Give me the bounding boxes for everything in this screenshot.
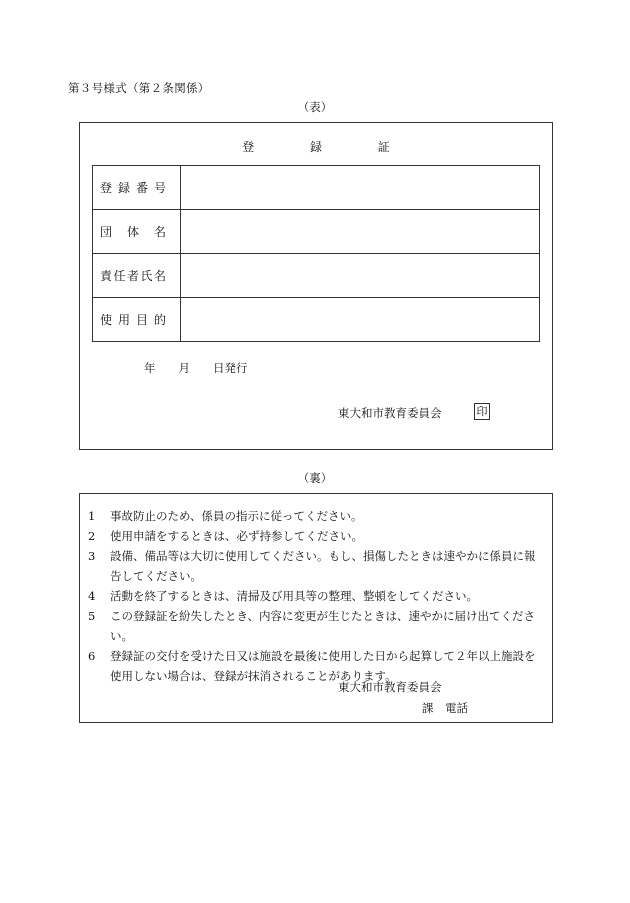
- value-registration-number[interactable]: [181, 166, 540, 210]
- registration-card-back: [79, 493, 553, 723]
- list-item: [88, 646, 544, 686]
- label-char: 号: [153, 181, 166, 195]
- label-char: 者: [126, 269, 139, 283]
- label-char: 責: [100, 269, 113, 283]
- rule-number: 1: [88, 509, 96, 523]
- rule-text: 登録証の交付を受けた日又は施設を最後に使用した日から起算して２年以上施設を使用しない場合は、登録が抹消されることがあります。: [110, 649, 536, 683]
- value-purpose[interactable]: [181, 298, 540, 342]
- rule-text: 事故防止のため、係員の指示に従ってください。: [110, 509, 363, 523]
- label-char: 名: [153, 269, 166, 283]
- label-char: 的: [153, 313, 166, 327]
- label-char: 団: [100, 225, 113, 239]
- label-char: 用: [117, 313, 130, 327]
- registration-card-front: [79, 122, 553, 450]
- label-text: [100, 311, 166, 328]
- registration-table: [92, 165, 540, 342]
- issuer-name: 東大和市教育委員会: [338, 406, 442, 420]
- row-label-responsible-person: [93, 254, 181, 298]
- label-char: 体: [126, 225, 139, 239]
- list-item: [88, 586, 544, 606]
- rule-text: 使用申請をするときは、必ず持参してください。: [110, 529, 363, 543]
- label-char: 番: [135, 181, 148, 195]
- row-label-group-name: [93, 210, 181, 254]
- rules-list: [88, 506, 544, 686]
- label-char: 登: [100, 181, 113, 195]
- card-title: 登 録 証: [242, 140, 416, 154]
- label-char: 録: [117, 181, 130, 195]
- department-phone: 課 電話: [422, 701, 468, 715]
- table-row: [93, 254, 540, 298]
- table-row: [93, 166, 540, 210]
- list-item: [88, 546, 544, 586]
- label-char: 氏: [140, 269, 153, 283]
- rule-text: この登録証を紛失したとき、内容に変更が生じたときは、速やかに届け出てください。: [110, 609, 536, 643]
- rule-number: 3: [88, 549, 96, 563]
- value-group-name[interactable]: [181, 210, 540, 254]
- label-char: 使: [100, 313, 113, 327]
- rule-text: 設備、備品等は大切に使用してください。もし、損傷したときは速やかに係員に報告してください。: [110, 549, 536, 583]
- back-issuer-name: 東大和市教育委員会: [338, 680, 442, 694]
- label-text: [100, 267, 166, 284]
- list-item: [88, 506, 544, 526]
- label-char: 名: [153, 225, 166, 239]
- label-char: 目: [135, 313, 148, 327]
- back-side-label: （裏）: [297, 471, 333, 485]
- rule-text: 活動を終了するときは、清掃及び用具等の整理、整頓をしてください。: [110, 589, 478, 603]
- issue-date: 年 月 日発行: [144, 361, 248, 375]
- list-item: [88, 606, 544, 646]
- row-label-purpose: [93, 298, 181, 342]
- label-text: [100, 223, 166, 240]
- seal-mark: 印: [474, 403, 490, 420]
- rule-number: 2: [88, 529, 96, 543]
- row-label-registration-number: [93, 166, 181, 210]
- rule-number: 6: [88, 649, 96, 663]
- rule-number: 4: [88, 589, 96, 603]
- table-row: [93, 210, 540, 254]
- label-char: 任: [113, 269, 126, 283]
- label-text: [100, 179, 166, 196]
- table-row: [93, 298, 540, 342]
- rule-number: 5: [88, 609, 96, 623]
- front-side-label: （表）: [297, 100, 333, 114]
- form-number: 第３号様式（第２条関係）: [68, 81, 210, 95]
- list-item: [88, 526, 544, 546]
- value-responsible-person[interactable]: [181, 254, 540, 298]
